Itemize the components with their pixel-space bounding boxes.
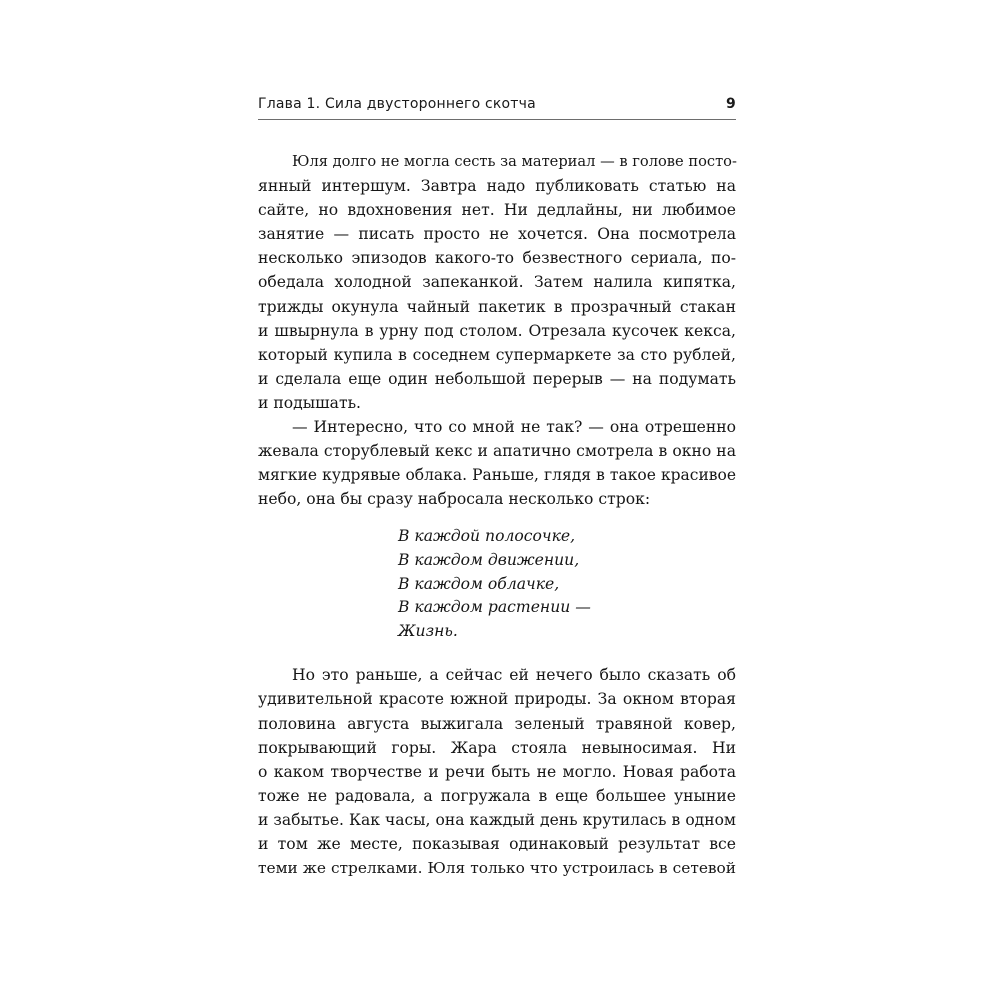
text-line: занятие — писать просто не хочется. Она посмотрела [258, 225, 736, 244]
text-line: — Интересно, что со мной не так? — она отрешенно [292, 418, 736, 437]
text-line: жевала сторублевый кекс и апатично смотрела в окно на [258, 442, 736, 461]
text-line: обедала холодной запеканкой. Затем налила кипятка, [258, 273, 736, 292]
text-line: сайте, но вдохновения нет. Ни дедлайны, ни любимое [258, 201, 736, 220]
poem-line: В каждой полосочке, [398, 527, 576, 546]
text-line: половина августа выжигала зеленый травяной ковер, [258, 714, 736, 733]
text-line: о каком творчестве и речи быть не могло. Новая работа [258, 762, 736, 781]
paragraph-3 [258, 663, 736, 880]
text-line: и сделала еще один небольшой перерыв — на подумать [258, 369, 736, 388]
poem [398, 525, 736, 643]
text-line: и подышать. [258, 393, 362, 412]
text-line: янный интершум. Завтра надо публиковать статью на [258, 177, 736, 196]
paragraph-2 [258, 415, 736, 511]
poem-line: В каждом облачке, [398, 574, 560, 593]
chapter-title: Глава 1. Сила двустороннего скотча [258, 96, 536, 112]
text-line: Но это раньше, а сейчас ей нечего было сказать об [292, 666, 736, 685]
text-line: который купила в соседнем супермаркете за сто рублей, [258, 345, 736, 364]
paragraph-1 [258, 150, 736, 415]
text-line: и том же месте, показывая одинаковый результат все [258, 835, 736, 854]
text-line: тоже не радовала, а погружала в еще большее уныние [258, 786, 736, 805]
text-line: теми же стрелками. Юля только что устроилась в сетевой [258, 859, 736, 878]
text-line: покрывающий горы. Жара стояла невыносимая. Ни [258, 738, 736, 757]
text-line: мягкие кудрявые облака. Раньше, глядя в такое красивое [258, 466, 736, 485]
running-head [258, 96, 736, 120]
poem-line: Жизнь. [398, 621, 458, 640]
text-line: небо, она бы сразу набросала несколько строк: [258, 490, 651, 509]
text-line: несколько эпизодов какого-то безвестного сериала, по- [258, 249, 736, 268]
poem-line: В каждом растении — [398, 598, 591, 617]
text-line: и забытье. Как часы, она каждый день крутилась в одном [258, 810, 736, 829]
text-line: трижды окунула чайный пакетик в прозрачный стакан [258, 297, 736, 316]
text-line: Юля долго не могла сесть за материал — в голове посто- [292, 153, 737, 170]
book-page [258, 96, 736, 880]
text-line: и швырнула в урну под столом. Отрезала кусочек кекса, [258, 321, 736, 340]
page-number: 9 [726, 96, 736, 112]
poem-line: В каждом движении, [398, 551, 580, 569]
text-line: удивительной красоте южной природы. За окном вторая [258, 690, 736, 709]
